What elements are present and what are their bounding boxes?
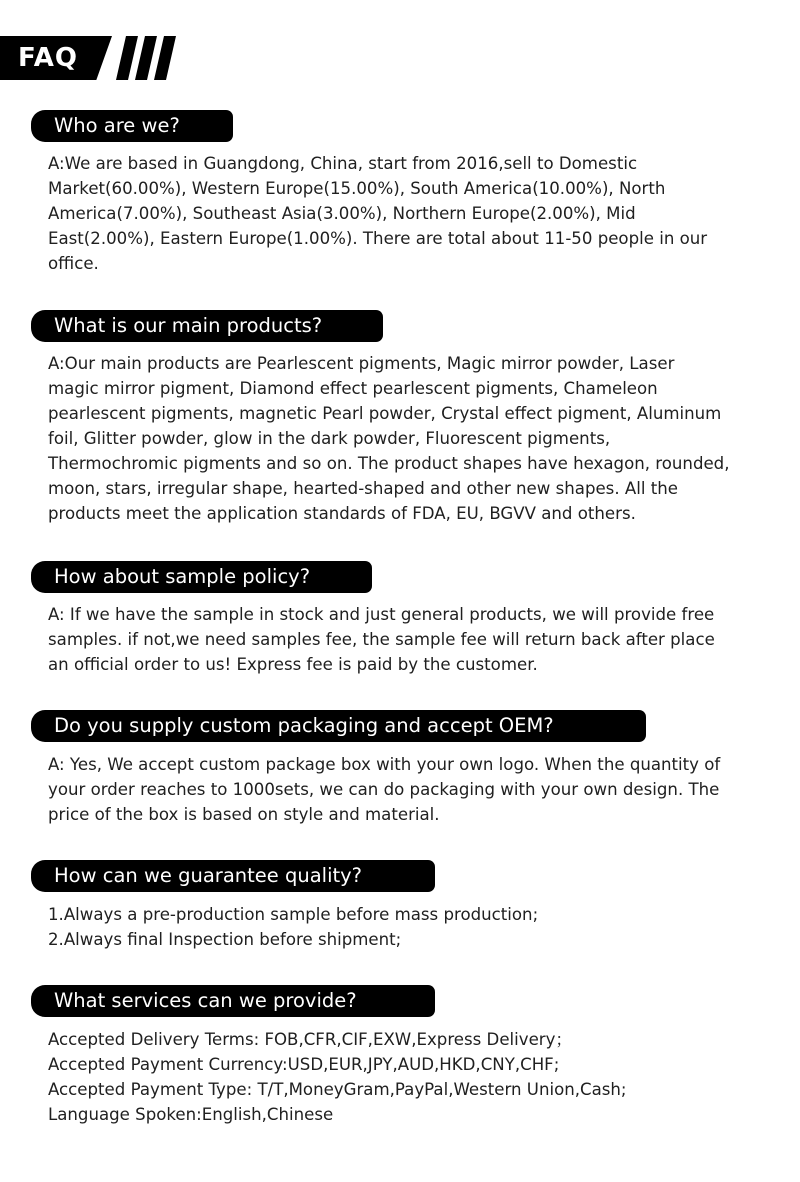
answer-line: your order reaches to 1000sets, we can do packaging with your own design. The bbox=[48, 780, 720, 799]
answer-line: Market(60.00%), Western Europe(15.00%), South America(10.00%), North bbox=[48, 179, 666, 198]
answer-line: magic mirror pigment, Diamond effect pearlescent pigments, Chameleon bbox=[48, 379, 658, 398]
page-title: FAQ bbox=[18, 43, 79, 73]
answer-line: A:We are based in Guangdong, China, start from 2016,sell to Domestic bbox=[48, 154, 638, 173]
question-banner-quality bbox=[31, 860, 435, 892]
question-title: What is our main products? bbox=[54, 314, 323, 337]
question-title: How about sample policy? bbox=[54, 565, 311, 588]
answer-line: 1.Always a pre-production sample before mass production; bbox=[48, 905, 539, 924]
answer-line: Language Spoken:English,Chinese bbox=[48, 1105, 334, 1124]
answer-custom-packaging bbox=[48, 752, 768, 827]
answer-quality bbox=[48, 902, 768, 952]
answer-line: Accepted Payment Type: T/T,MoneyGram,PayPal,Western Union,Cash; bbox=[48, 1080, 627, 1099]
answer-line: pearlescent pigments, magnetic Pearl powder, Crystal effect pigment, Aluminum bbox=[48, 404, 722, 423]
question-title: How can we guarantee quality? bbox=[54, 864, 363, 887]
question-banner-sample-policy bbox=[31, 561, 372, 593]
question-title: Do you supply custom packaging and accept OEM? bbox=[54, 714, 554, 737]
answer-line: 2.Always final Inspection before shipment; bbox=[48, 930, 402, 949]
answer-line: office. bbox=[48, 254, 99, 273]
answer-sample-policy bbox=[48, 602, 768, 677]
answer-line: moon, stars, irregular shape, hearted-shaped and other new shapes. All the bbox=[48, 479, 678, 498]
answer-line: A: If we have the sample in stock and just general products, we will provide free bbox=[48, 605, 715, 624]
stripes-decoration-icon bbox=[116, 36, 180, 80]
answer-who-are-we bbox=[48, 151, 768, 276]
question-banner-custom-packaging bbox=[31, 710, 646, 742]
answer-line: price of the box is based on style and material. bbox=[48, 805, 440, 824]
answer-services bbox=[48, 1027, 768, 1127]
answer-line: samples. if not,we need samples fee, the sample fee will return back after place bbox=[48, 630, 715, 649]
answer-line: Thermochromic pigments and so on. The product shapes have hexagon, rounded, bbox=[48, 454, 730, 473]
question-banner-main-products bbox=[31, 310, 383, 342]
question-title: What services can we provide? bbox=[54, 989, 357, 1012]
answer-line: A: Yes, We accept custom package box with your own logo. When the quantity of bbox=[48, 755, 721, 774]
question-banner-services bbox=[31, 985, 435, 1017]
answer-line: foil, Glitter powder, glow in the dark powder, Fluorescent pigments, bbox=[48, 429, 611, 448]
answer-line: Accepted Payment Currency:USD,EUR,JPY,AUD,HKD,CNY,CHF; bbox=[48, 1055, 560, 1074]
answer-line: East(2.00%), Eastern Europe(1.00%). There are total about 11-50 people in our bbox=[48, 229, 708, 248]
answer-line: A:Our main products are Pearlescent pigments, Magic mirror powder, Laser bbox=[48, 354, 675, 373]
question-banner-who-are-we bbox=[31, 110, 233, 142]
answer-main-products bbox=[48, 351, 768, 526]
answer-line: Accepted Delivery Terms: FOB,CFR,CIF,EXW,Express Delivery； bbox=[48, 1030, 573, 1049]
answer-line: America(7.00%), Southeast Asia(3.00%), Northern Europe(2.00%), Mid bbox=[48, 204, 636, 223]
answer-line: an official order to us! Express fee is paid by the customer. bbox=[48, 655, 538, 674]
answer-line: products meet the application standards of FDA, EU, BGVV and others. bbox=[48, 504, 636, 523]
question-title: Who are we? bbox=[54, 114, 180, 137]
